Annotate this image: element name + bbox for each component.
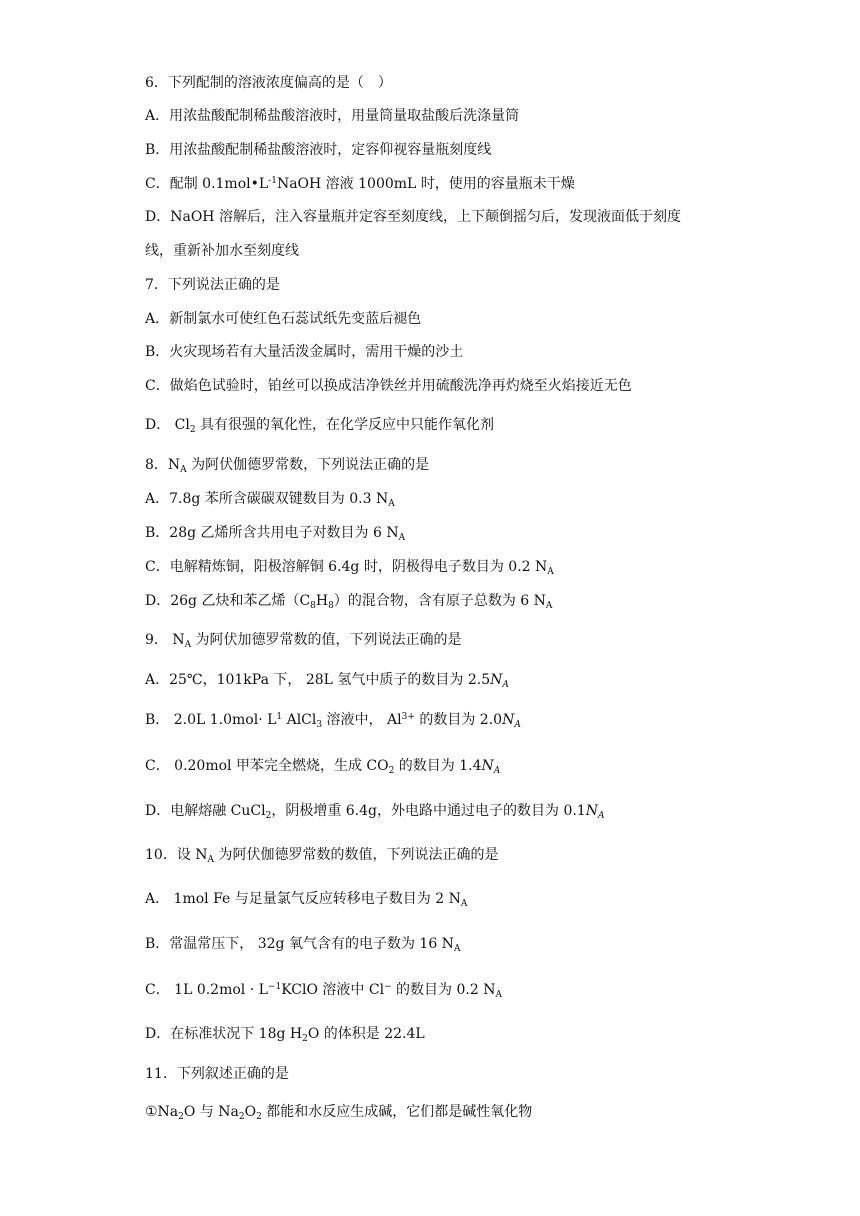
q6-option-d-cont: 线，重新补加水至刻度线 xyxy=(145,243,299,259)
q9-option-d: D．电解熔融 CuCl$_2$，阴极增重 6.4g，外电路中通过电子的数目为 $0.1N_A$ xyxy=(145,803,605,821)
q7-option-a: A．新制氯水可使红色石蕊试纸先变蓝后褪色 xyxy=(145,311,422,327)
q10-option-c: C． 1L $0.2mol \cdot L^{-1}KClO$ 溶液中 Cl− 的数目为 0.2 $N_A$ xyxy=(145,982,502,1000)
q7-option-b: B．火灾现场若有大量活泼金属时，需用干燥的沙土 xyxy=(145,344,464,360)
q7-stem: 7．下列说法正确的是 xyxy=(145,277,280,293)
q11-item-1: $①Na_2O$ 与 $Na_2O_2$ 都能和水反应生成碱，它们都是碱性氧化物 xyxy=(145,1104,533,1122)
q9-option-a: A．25℃，101kPa 下， 28L 氢气中质子的数目为 $2.5N_A$ xyxy=(145,672,509,690)
q7-option-c: C．做焰色试验时，铂丝可以换成洁净铁丝并用硫酸洗净再灼烧至火焰接近无色 xyxy=(145,378,632,394)
q10-stem: 10．设 $N_A$ 为阿伏伽德罗常数的数值，下列说法正确的是 xyxy=(145,847,499,865)
q10-option-a: A． 1mol Fe 与足量氯气反应转移电子数目为 2 $N_A$ xyxy=(145,891,468,909)
q8-option-c: C．电解精炼铜，阳极溶解铜 6.4g 时，阴极得电子数目为 0.2 $N_A$ xyxy=(145,559,554,577)
q8-stem: 8．$N_A$ 为阿伏伽德罗常数，下列说法正确的是 xyxy=(145,457,430,475)
q6-stem: 6．下列配制的溶液浓度偏高的是（ ） xyxy=(145,75,392,91)
q6-option-c: C．配制 $0.1mol•L^{-1}NaOH$ 溶液 1000mL 时，使用的容量瓶未干燥 xyxy=(145,176,575,192)
q9-stem: 9． $N_A$ 为阿伏加德罗常数的值，下列说法正确的是 xyxy=(145,632,462,650)
q7-option-d: D． $Cl_2$ 具有很强的氧化性，在化学反应中只能作氧化剂 xyxy=(145,417,495,435)
q11-stem: 11．下列叙述正确的是 xyxy=(145,1066,289,1082)
q6-option-d: D．NaOH 溶解后，注入容量瓶并定容至刻度线，上下颠倒摇匀后，发现液面低于刻度 xyxy=(145,209,681,225)
q10-option-b: B．常温常压下， 32g 氧气含有的电子数为 16 $N_A$ xyxy=(145,936,461,954)
q10-option-d: D．在标准状况下 18g $H_2O$ 的体积是 22.4L xyxy=(145,1026,425,1044)
q9-option-b: B． 2.0L $1.0mol\cdot L^1$ AlCl$_3$ 溶液中， $Al^{3+}$ 的数目为 $2.0N_A$ xyxy=(145,712,521,730)
q6-option-b: B．用浓盐酸配制稀盐酸溶液时，定容仰视容量瓶刻度线 xyxy=(145,142,492,158)
q8-option-a: A．7.8g 苯所含碳碳双键数目为 0.3 $N_A$ xyxy=(145,491,395,509)
q9-option-c: C． 0.20mol 甲苯完全燃烧，生成 $CO_2$ 的数目为 $1.4N_A$ xyxy=(145,758,501,776)
q8-option-b: B．28g 乙烯所含共用电子对数目为 6 $N_A$ xyxy=(145,525,406,543)
q6-option-a: A．用浓盐酸配制稀盐酸溶液时，用量筒量取盐酸后洗涤量筒 xyxy=(145,108,520,124)
q8-option-d: D．26g 乙炔和苯乙烯$(C_8H_8)$的混合物，含有原子总数为 6 $N_A$ xyxy=(145,593,553,611)
